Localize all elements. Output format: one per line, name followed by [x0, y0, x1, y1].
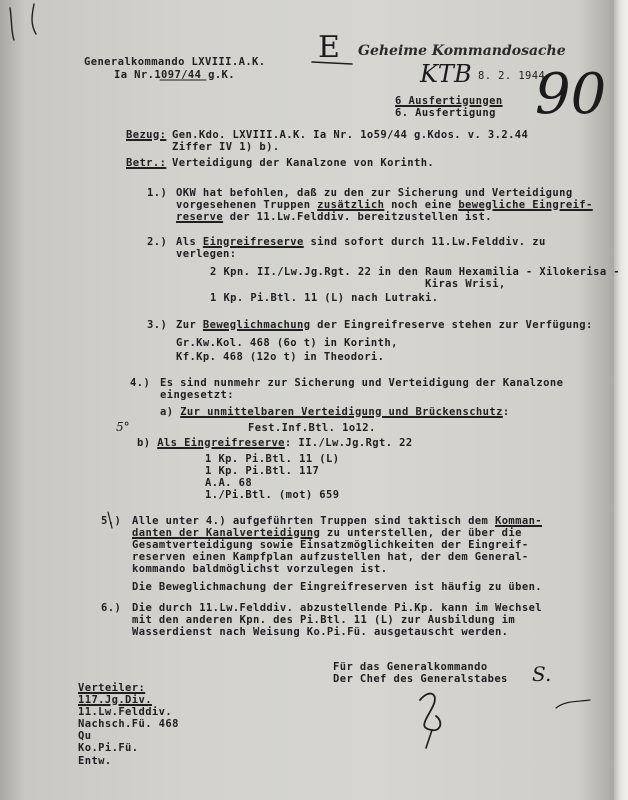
item-4-line-1: Es sind nunmehr zur Sicherung und Verteidigung der Kanalzone: [160, 377, 564, 389]
item-4-line-2: eingesetzt:: [160, 389, 234, 401]
bezug-label: Bezug:: [126, 129, 167, 141]
handwritten-number: 90: [535, 62, 607, 127]
item-5-line-5: kommando baldmöglichst vorzulegen ist.: [132, 563, 388, 575]
item-2-line-1: Als Eingreifreserve sind sofort durch 11.Lw.Felddiv. zu: [176, 236, 546, 248]
secret-stamp: Geheime Kommandosache: [358, 43, 566, 59]
item-1-line-2: vorgesehenen Truppen zusätzlich noch eine bewegliche Eingreif-: [176, 199, 593, 211]
item-4-number: 4.): [130, 377, 151, 389]
verteiler-title: Verteiler:: [78, 682, 146, 694]
item-3-line-3: Kf.Kp. 468 (12o t) in Theodori.: [176, 351, 385, 363]
signature-line-1: Für das Generalkommando: [333, 661, 488, 673]
verteiler-entry: Ko.Pi.Fü.: [78, 742, 139, 754]
item-6-line-1: Die durch 11.Lw.Felddiv. abzustellende Pi.Kp. kann im Wechsel: [132, 602, 543, 614]
item-5-line-4: reserven einen Kampfplan aufzustellen hat, der dem General-: [132, 551, 529, 563]
item-4b-unit-4: 1./Pi.Btl. (mot) 659: [205, 489, 340, 501]
document-date: 8. 2. 1944: [478, 70, 546, 82]
reference-number: Ia Nr.1097/44 g.K.: [114, 69, 235, 81]
item-3-number: 3.): [147, 319, 168, 331]
item-4a-line: a) Zur unmittelbaren Verteidigung und Brückenschutz:: [160, 406, 510, 418]
verteiler-entry: 11.Lw.Felddiv.: [78, 706, 173, 718]
item-5-line-3: Gesamtverteidigung sowie Einsatzmöglichkeiten der Eingreif-: [132, 539, 529, 551]
verteiler-entry: Qu: [78, 730, 92, 742]
item-3-line-1: Zur Beweglichmachung der Eingreifreserve stehen zur Verfügung:: [176, 319, 593, 331]
item-1-line-3: reserve der 11.Lw.Felddiv. bereitzustellen ist.: [176, 211, 492, 223]
bezug-line-2: Ziffer IV 1) b).: [172, 141, 280, 153]
item-6-number: 6.): [101, 602, 122, 614]
signature-line-2: Der Chef des Generalstabes: [333, 673, 508, 685]
item-2-line-3: 2 Kpn. II./Lw.Jg.Rgt. 22 in den Raum Hexamilia - Xilokerisa -: [210, 266, 621, 278]
item-2-line-2: verlegen:: [176, 248, 237, 260]
item-4a-unit: Fest.Inf.Btl. 1o12.: [248, 422, 376, 434]
margin-note: 5°: [116, 420, 130, 434]
copies-count: 6 Ausfertigungen: [395, 95, 503, 107]
item-6-line-3: Wasserdienst nach Weisung Ko.Pi.Fü. ausgetauscht werden.: [132, 626, 509, 638]
item-3-line-2: Gr.Kw.Kol. 468 (6o t) in Korinth,: [176, 337, 398, 349]
item-2-line-5: 1 Kp. Pi.Btl. 11 (L) nach Lutraki.: [210, 292, 439, 304]
copy-number: 6. Ausfertigung: [395, 107, 496, 119]
item-4b-line: b) Als Eingreifreserve: II./Lw.Jg.Rgt. 22: [137, 437, 413, 449]
item-4b-unit-3: A.A. 68: [205, 477, 253, 489]
item-5-line-2: danten der Kanalverteidigung zu unterstellen, der über die: [132, 527, 522, 539]
item-1-number: 1.): [147, 187, 168, 199]
bezug-line-1: Gen.Kdo. LXVIII.A.K. Ia Nr. 1o59/44 g.Kdos. v. 3.2.44: [172, 129, 529, 141]
item-4b-unit-2: 1 Kp. Pi.Btl. 117: [205, 465, 320, 477]
item-2-number: 2.): [147, 236, 168, 248]
verteiler-entry: Nachsch.Fü. 468: [78, 718, 179, 730]
item-5-line-1: Alle unter 4.) aufgeführten Truppen sind taktisch dem Komman-: [132, 515, 543, 527]
item-1-line-1: OKW hat befohlen, daß zu den zur Sicherung und Verteidigung: [176, 187, 573, 199]
handwritten-letter-e: E: [318, 30, 340, 65]
ktb-initials: KTB: [420, 60, 472, 88]
verteiler-entry: 117.Jg.Div.: [78, 694, 152, 706]
item-6-line-2: mit den anderen Kpn. des Pi.Btl. 11 (L) zur Ausbildung im: [132, 614, 516, 626]
command-heading: Generalkommando LXVIII.A.K.: [84, 56, 266, 68]
item-2-line-4: Kiras Wrisi,: [425, 278, 506, 290]
betreff-label: Betr.:: [126, 157, 167, 169]
item-5-number: 5.): [101, 515, 122, 527]
handwritten-initial: S.: [532, 662, 552, 686]
item-4b-unit-1: 1 Kp. Pi.Btl. 11 (L): [205, 453, 340, 465]
betreff-text: Verteidigung der Kanalzone von Korinth.: [172, 157, 435, 169]
verteiler-entry: Entw.: [78, 755, 112, 767]
item-5-line-6: Die Beweglichmachung der Eingreifreserven ist häufig zu üben.: [132, 581, 543, 593]
